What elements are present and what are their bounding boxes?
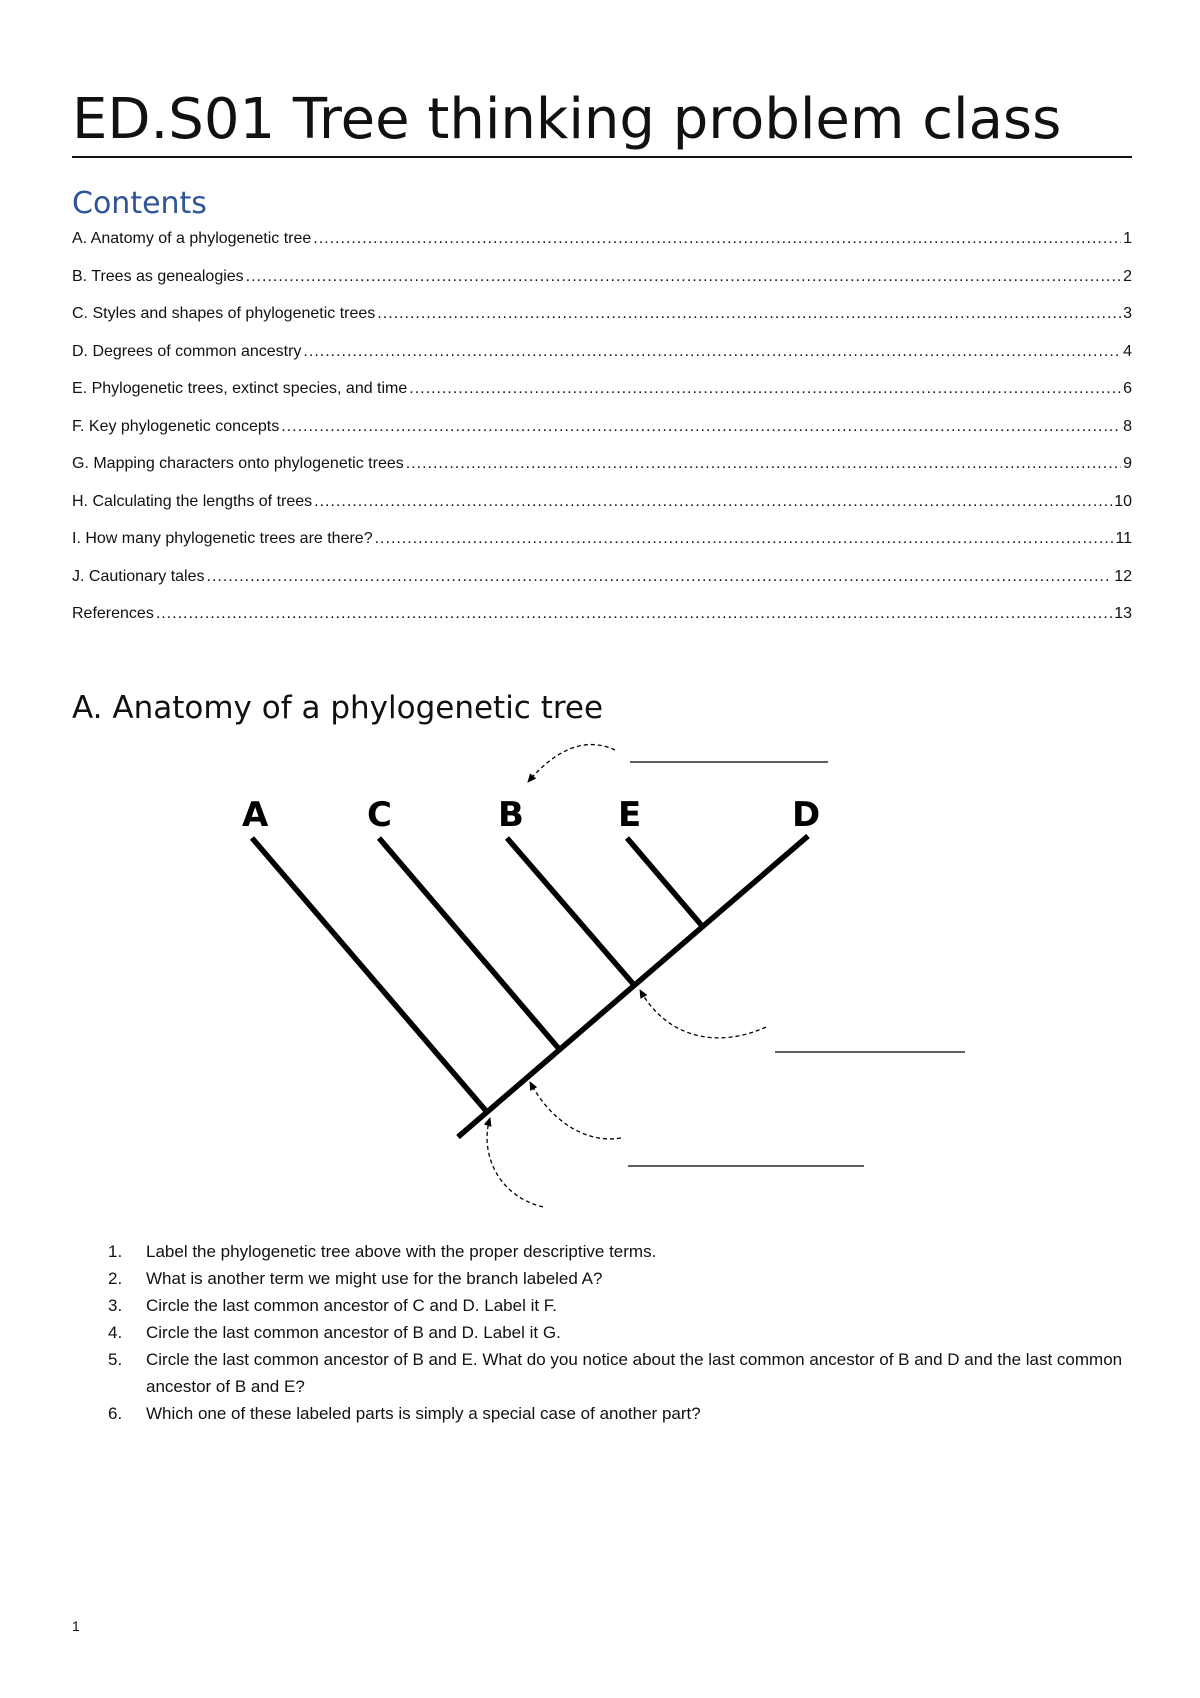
toc-item[interactable] [72,455,1132,493]
tip-label-b: B [498,795,524,835]
question-text: Which one of these labeled parts is simply a special case of another part? [146,1404,701,1423]
question-item [108,1319,1138,1346]
branch-e [627,838,703,927]
root-pointer-arrow [487,1118,543,1207]
toc-leader [409,380,1121,398]
toc-item[interactable] [72,343,1132,381]
question-text: Circle the last common ancestor of B and D. Label it G. [146,1323,561,1342]
branch-b [507,838,635,986]
question-text: Label the phylogenetic tree above with the proper descriptive terms. [146,1242,657,1261]
toc-item[interactable] [72,418,1132,456]
toc-item-label: H. Calculating the lengths of trees [72,492,313,510]
tip-label-a: A [242,795,269,835]
question-item [108,1265,1138,1292]
toc-item-page: 9 [1123,455,1132,472]
contents-heading: Contents [72,186,207,221]
question-number: 1. [108,1242,123,1261]
toc-leader [314,493,1112,511]
toc-item-label: A. Anatomy of a phylogenetic tree [72,230,312,247]
question-number: 5. [108,1350,123,1369]
question-number: 6. [108,1404,123,1423]
toc-item-page: 8 [1123,417,1132,435]
question-text: Circle the last common ancestor of B and E. What do you notice about the last common ancestor of B and D and the last common ancestor of B and E? [146,1350,1123,1396]
toc-leader [303,343,1121,361]
toc-item[interactable] [72,568,1132,606]
question-list [108,1238,1138,1427]
toc-leader [281,418,1121,436]
tip-pointer-arrow [528,745,615,782]
toc-item[interactable] [72,305,1132,343]
question-text: Circle the last common ancestor of C and D. Label it F. [146,1296,558,1315]
tip-label-d: D [792,795,821,835]
toc-item[interactable] [72,530,1132,568]
toc-item-page: 1 [1123,230,1132,247]
toc-item-page: 13 [1114,605,1132,622]
toc-item-page: 10 [1114,492,1132,510]
toc-leader [156,605,1112,623]
toc-item-label: I. How many phylogenetic trees are there? [72,530,373,547]
question-number: 3. [108,1296,123,1315]
table-of-contents [72,230,1132,643]
branch-a [252,838,487,1112]
question-item [108,1346,1138,1400]
toc-leader [375,530,1114,548]
page-number: 1 [72,1618,80,1634]
node-pointer-arrow-lower [530,1082,621,1139]
tip-label-c: C [367,795,392,835]
toc-item-label: E. Phylogenetic trees, extinct species, and time [72,380,408,397]
toc-item-page: 6 [1123,380,1132,397]
toc-item[interactable] [72,380,1132,418]
section-a-heading: A. Anatomy of a phylogenetic tree [72,690,604,726]
toc-item-page: 2 [1123,267,1132,285]
page-title: ED.S01 Tree thinking problem class [72,88,1132,158]
question-item [108,1292,1138,1319]
toc-item[interactable] [72,268,1132,306]
question-number: 4. [108,1323,123,1342]
question-item [108,1238,1138,1265]
toc-item-label: J. Cautionary tales [72,567,205,585]
toc-item-page: 12 [1114,567,1132,585]
toc-item-label: D. Degrees of common ancestry [72,342,302,360]
toc-item-label: F. Key phylogenetic concepts [72,417,280,435]
tip-label-e: E [618,795,642,835]
question-item [108,1400,1138,1427]
toc-leader [406,455,1121,473]
question-text: What is another term we might use for the branch labeled A? [146,1269,603,1288]
toc-item-label: C. Styles and shapes of phylogenetic trees [72,305,376,322]
toc-item[interactable] [72,605,1132,643]
toc-leader [207,568,1113,586]
toc-item[interactable] [72,230,1132,268]
node-pointer-arrow-upper [640,990,766,1038]
toc-leader [246,268,1121,286]
toc-leader [377,305,1121,323]
toc-item-label: References [72,605,154,622]
phylogenetic-tree-diagram [0,730,1200,1210]
question-number: 2. [108,1269,123,1288]
toc-item-page: 4 [1123,342,1132,360]
toc-item-page: 3 [1123,305,1132,322]
toc-item[interactable] [72,493,1132,531]
toc-item-label: G. Mapping characters onto phylogenetic trees [72,455,404,472]
toc-leader [313,230,1121,248]
toc-item-label: B. Trees as genealogies [72,267,244,285]
toc-item-page: 11 [1115,530,1132,547]
